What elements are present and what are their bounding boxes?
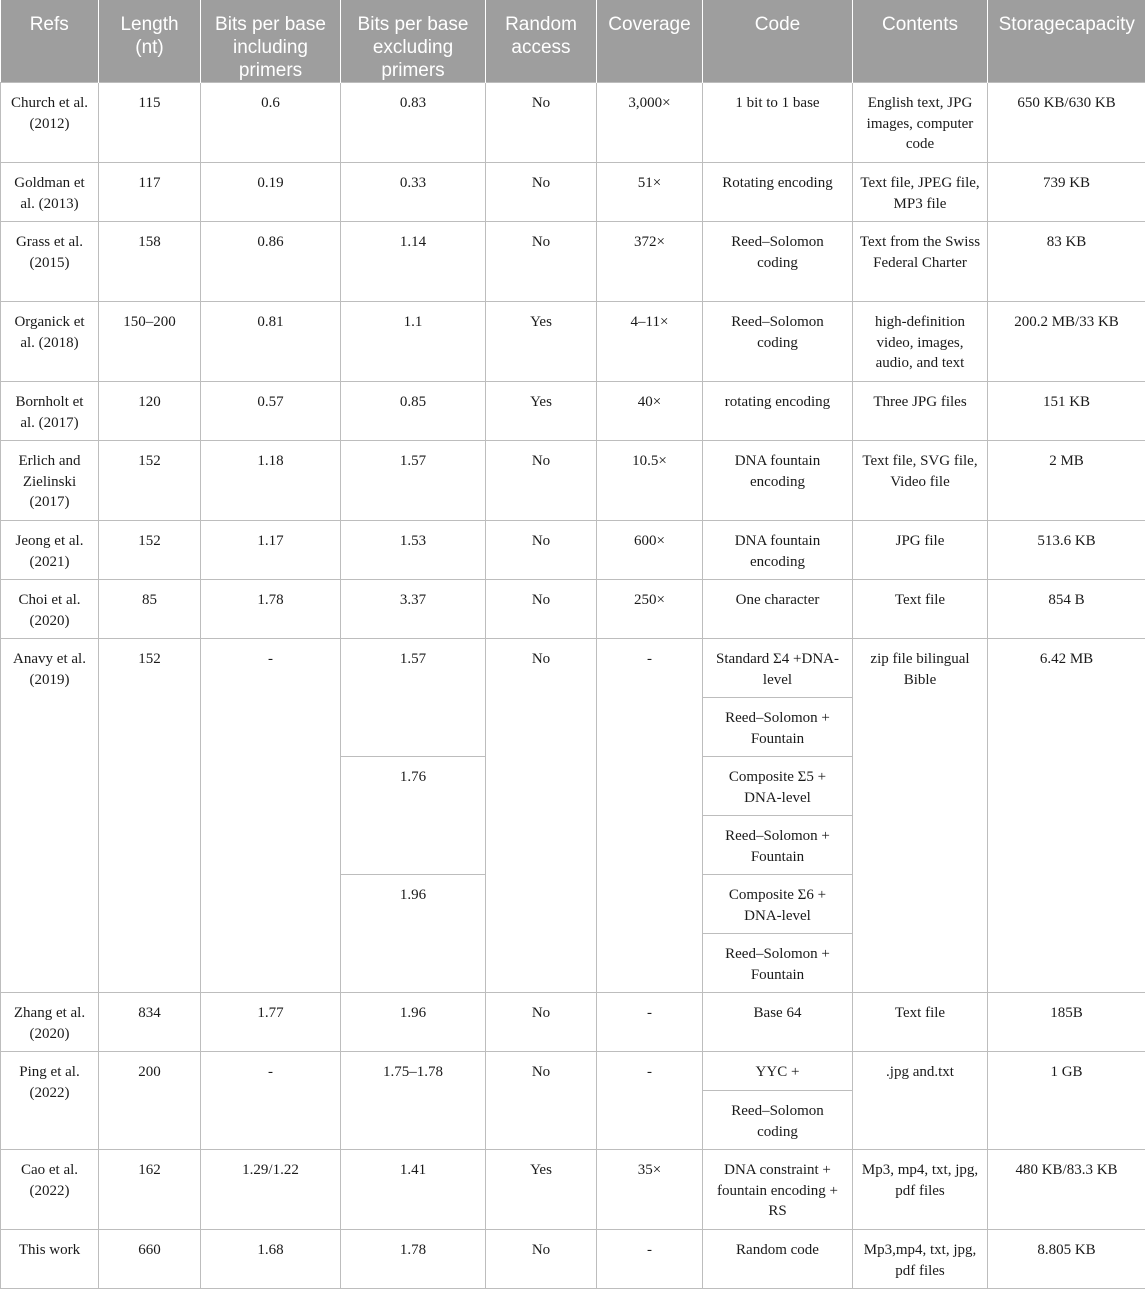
cell-code: Reed–Solomon coding xyxy=(703,222,853,302)
cell-coverage: 10.5× xyxy=(597,441,703,521)
cell-bpb-excl: 1.75–1.78 xyxy=(341,1052,486,1150)
cell-contents: Text file, JPEG file, MP3 file xyxy=(853,163,988,222)
cell-coverage: 51× xyxy=(597,163,703,222)
header-row xyxy=(1,0,1145,83)
cell-random-access: Yes xyxy=(486,302,597,382)
cell-length: 120 xyxy=(99,382,201,441)
cell-contents: English text, JPG images, computer code xyxy=(853,83,988,163)
cell-bpb-excl: 1.53 xyxy=(341,521,486,580)
cell-code: Reed–Solomon + Fountain xyxy=(703,698,853,757)
cell-contents: JPG file xyxy=(853,521,988,580)
cell-bpb-incl: 1.17 xyxy=(201,521,341,580)
cell-bpb-excl: 0.85 xyxy=(341,382,486,441)
cell-capacity: 200.2 MB/33 KB xyxy=(988,302,1145,382)
cell-code: YYC + xyxy=(703,1052,853,1091)
cell-bpb-excl: 0.83 xyxy=(341,83,486,163)
cell-length: 200 xyxy=(99,1052,201,1150)
cell-ref: Erlich and Zielinski (2017) xyxy=(1,441,99,521)
cell-code: Reed–Solomon + Fountain xyxy=(703,816,853,875)
cell-bpb-excl: 1.57 xyxy=(341,639,486,757)
cell-capacity: 185B xyxy=(988,993,1145,1052)
cell-code: Base 64 xyxy=(703,993,853,1052)
cell-random-access: No xyxy=(486,639,597,993)
cell-length: 152 xyxy=(99,521,201,580)
cell-random-access: Yes xyxy=(486,1150,597,1230)
cell-bpb-incl: 1.77 xyxy=(201,993,341,1052)
cell-contents: Mp3, mp4, txt, jpg, pdf files xyxy=(853,1150,988,1230)
cell-contents: Text from the Swiss Federal Charter xyxy=(853,222,988,302)
cell-random-access: No xyxy=(486,580,597,639)
cell-coverage: 4–11× xyxy=(597,302,703,382)
cell-bpb-incl: 1.78 xyxy=(201,580,341,639)
cell-capacity: 83 KB xyxy=(988,222,1145,302)
cell-length: 117 xyxy=(99,163,201,222)
cell-coverage: - xyxy=(597,1230,703,1289)
cell-bpb-excl: 1.57 xyxy=(341,441,486,521)
cell-contents: .jpg and.txt xyxy=(853,1052,988,1150)
cell-ref: This work xyxy=(1,1230,99,1289)
cell-coverage: 250× xyxy=(597,580,703,639)
table-row xyxy=(1,1230,1145,1289)
cell-ref: Grass et al. (2015) xyxy=(1,222,99,302)
cell-code: Standard Σ4 +DNA-level xyxy=(703,639,853,698)
cell-random-access: Yes xyxy=(486,382,597,441)
cell-code: Rotating encoding xyxy=(703,163,853,222)
header-code: Code xyxy=(703,0,853,83)
cell-code: 1 bit to 1 base xyxy=(703,83,853,163)
cell-ref: Anavy et al. (2019) xyxy=(1,639,99,993)
cell-contents: Text file xyxy=(853,993,988,1052)
cell-code: DNA constraint + fountain encoding + RS xyxy=(703,1150,853,1230)
header-length: Length (nt) xyxy=(99,0,201,83)
cell-ref: Ping et al. (2022) xyxy=(1,1052,99,1150)
cell-bpb-excl: 1.41 xyxy=(341,1150,486,1230)
cell-coverage: 35× xyxy=(597,1150,703,1230)
cell-bpb-incl: 0.86 xyxy=(201,222,341,302)
cell-length: 85 xyxy=(99,580,201,639)
cell-random-access: No xyxy=(486,222,597,302)
table-row xyxy=(1,163,1145,222)
cell-coverage: 3,000× xyxy=(597,83,703,163)
cell-code: Reed–Solomon coding xyxy=(703,1091,853,1150)
cell-bpb-excl: 1.78 xyxy=(341,1230,486,1289)
cell-length: 660 xyxy=(99,1230,201,1289)
cell-code: Composite Σ6 + DNA-level xyxy=(703,875,853,934)
cell-coverage: 600× xyxy=(597,521,703,580)
cell-capacity: 2 MB xyxy=(988,441,1145,521)
cell-contents: Text file, SVG file, Video file xyxy=(853,441,988,521)
table-row xyxy=(1,521,1145,580)
header-storage-capacity: Storagecapacity xyxy=(988,0,1145,83)
cell-code: DNA fountain encoding xyxy=(703,521,853,580)
cell-coverage: 372× xyxy=(597,222,703,302)
cell-random-access: No xyxy=(486,1230,597,1289)
cell-code: rotating encoding xyxy=(703,382,853,441)
cell-capacity: 650 KB/630 KB xyxy=(988,83,1145,163)
cell-code: Random code xyxy=(703,1230,853,1289)
cell-contents: Text file xyxy=(853,580,988,639)
header-random-access: Random access xyxy=(486,0,597,83)
cell-bpb-incl: 1.29/1.22 xyxy=(201,1150,341,1230)
cell-bpb-incl: - xyxy=(201,1052,341,1150)
table-row xyxy=(1,993,1145,1052)
table-row xyxy=(1,441,1145,521)
cell-ref: Church et al. (2012) xyxy=(1,83,99,163)
cell-contents: high-definition video, images, audio, and text xyxy=(853,302,988,382)
cell-coverage: - xyxy=(597,1052,703,1150)
cell-random-access: No xyxy=(486,521,597,580)
header-contents: Contents xyxy=(853,0,988,83)
cell-bpb-excl: 1.14 xyxy=(341,222,486,302)
table-row xyxy=(1,1150,1145,1230)
cell-coverage: - xyxy=(597,993,703,1052)
cell-ref: Jeong et al. (2021) xyxy=(1,521,99,580)
cell-bpb-incl: 0.6 xyxy=(201,83,341,163)
table-row xyxy=(1,83,1145,163)
cell-bpb-excl: 3.37 xyxy=(341,580,486,639)
cell-contents: zip file bilingual Bible xyxy=(853,639,988,993)
cell-bpb-incl: 0.19 xyxy=(201,163,341,222)
cell-length: 150–200 xyxy=(99,302,201,382)
cell-length: 834 xyxy=(99,993,201,1052)
cell-bpb-excl: 1.96 xyxy=(341,993,486,1052)
cell-code: DNA fountain encoding xyxy=(703,441,853,521)
cell-ref: Choi et al. (2020) xyxy=(1,580,99,639)
cell-bpb-excl: 1.76 xyxy=(341,757,486,875)
cell-ref: Cao et al. (2022) xyxy=(1,1150,99,1230)
cell-coverage: - xyxy=(597,639,703,993)
cell-code: One character xyxy=(703,580,853,639)
cell-code: Reed–Solomon coding xyxy=(703,302,853,382)
cell-length: 158 xyxy=(99,222,201,302)
cell-capacity: 151 KB xyxy=(988,382,1145,441)
cell-bpb-excl: 0.33 xyxy=(341,163,486,222)
cell-ref: Organick et al. (2018) xyxy=(1,302,99,382)
cell-length: 152 xyxy=(99,441,201,521)
table-row xyxy=(1,222,1145,302)
cell-code: Composite Σ5 + DNA-level xyxy=(703,757,853,816)
cell-bpb-incl: 1.18 xyxy=(201,441,341,521)
cell-capacity: 480 KB/83.3 KB xyxy=(988,1150,1145,1230)
cell-bpb-excl: 1.96 xyxy=(341,875,486,993)
cell-random-access: No xyxy=(486,1052,597,1150)
cell-capacity: 6.42 MB xyxy=(988,639,1145,993)
cell-bpb-incl: 0.81 xyxy=(201,302,341,382)
cell-bpb-incl: 0.57 xyxy=(201,382,341,441)
cell-ref: Goldman et al. (2013) xyxy=(1,163,99,222)
cell-length: 162 xyxy=(99,1150,201,1230)
cell-capacity: 1 GB xyxy=(988,1052,1145,1150)
table-row xyxy=(1,639,1145,698)
cell-length: 152 xyxy=(99,639,201,993)
cell-capacity: 854 B xyxy=(988,580,1145,639)
cell-random-access: No xyxy=(486,83,597,163)
cell-code: Reed–Solomon + Fountain xyxy=(703,934,853,993)
header-coverage: Coverage xyxy=(597,0,703,83)
cell-random-access: No xyxy=(486,993,597,1052)
table-row xyxy=(1,302,1145,382)
header-refs: Refs xyxy=(1,0,99,83)
cell-ref: Bornholt et al. (2017) xyxy=(1,382,99,441)
header-bpb-including: Bits per base including primers xyxy=(201,0,341,83)
cell-coverage: 40× xyxy=(597,382,703,441)
cell-bpb-excl: 1.1 xyxy=(341,302,486,382)
cell-length: 115 xyxy=(99,83,201,163)
cell-capacity: 8.805 KB xyxy=(988,1230,1145,1289)
header-bpb-excluding: Bits per base excluding primers xyxy=(341,0,486,83)
cell-contents: Three JPG files xyxy=(853,382,988,441)
cell-contents: Mp3,mp4, txt, jpg, pdf files xyxy=(853,1230,988,1289)
table-row xyxy=(1,580,1145,639)
table-row xyxy=(1,382,1145,441)
cell-capacity: 739 KB xyxy=(988,163,1145,222)
table-row xyxy=(1,1052,1145,1091)
cell-random-access: No xyxy=(486,441,597,521)
cell-bpb-incl: 1.68 xyxy=(201,1230,341,1289)
cell-capacity: 513.6 KB xyxy=(988,521,1145,580)
cell-random-access: No xyxy=(486,163,597,222)
cell-bpb-incl: - xyxy=(201,639,341,993)
cell-ref: Zhang et al. (2020) xyxy=(1,993,99,1052)
